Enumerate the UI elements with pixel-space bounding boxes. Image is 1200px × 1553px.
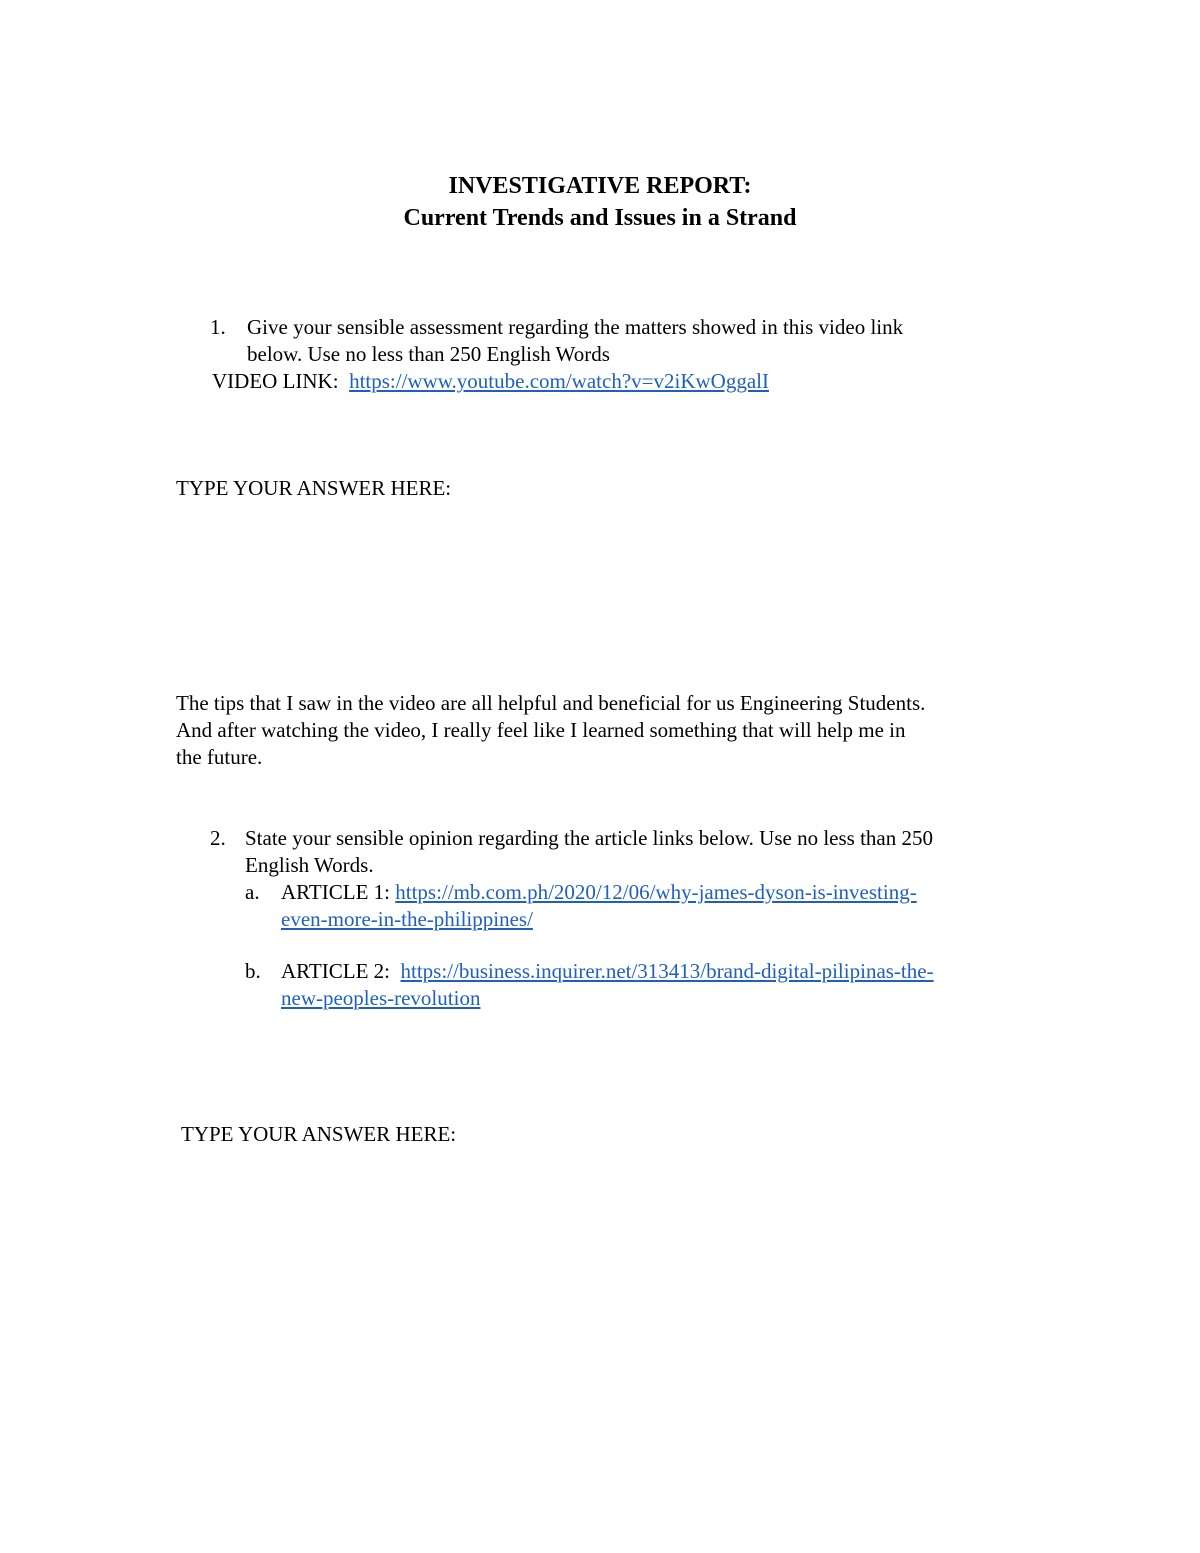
article-b-marker: b. bbox=[245, 959, 261, 983]
article-b-link[interactable]: https://business.inquirer.net/313413/brand-digital-pilipinas-the- bbox=[400, 959, 934, 983]
question-1-number: 1. bbox=[210, 315, 226, 339]
video-link-line bbox=[212, 368, 769, 395]
article-a-label: ARTICLE 1: bbox=[281, 880, 390, 904]
article-a-marker: a. bbox=[245, 880, 260, 904]
question-2-number: 2. bbox=[210, 826, 226, 850]
report-title: INVESTIGATIVE REPORT: bbox=[448, 173, 752, 199]
article-b-link-continued[interactable]: new-peoples-revolution bbox=[281, 986, 481, 1010]
answer-2-prompt: TYPE YOUR ANSWER HERE: bbox=[181, 1122, 457, 1146]
article-a-link[interactable]: https://mb.com.ph/2020/12/06/why-james-dyson-is-investing- bbox=[395, 880, 917, 904]
article-b-line2 bbox=[281, 985, 480, 1012]
question-2-text-line2: English Words. bbox=[245, 853, 374, 877]
answer-2-body[interactable] bbox=[176, 1160, 1026, 1460]
answer-1-line2: And after watching the video, I really feel like I learned something that will help me in bbox=[176, 718, 906, 742]
article-b-line1 bbox=[281, 958, 934, 985]
article-a-link-continued[interactable]: even-more-in-the-philippines/ bbox=[281, 907, 533, 931]
answer-1-prompt: TYPE YOUR ANSWER HERE: bbox=[176, 476, 452, 500]
article-a-line2 bbox=[281, 906, 533, 933]
article-a-line1 bbox=[281, 879, 917, 906]
video-link-label: VIDEO LINK: bbox=[212, 369, 339, 393]
question-1-text-line1: Give your sensible assessment regarding the matters showed in this video link bbox=[247, 315, 904, 339]
report-subtitle: Current Trends and Issues in a Strand bbox=[403, 205, 797, 231]
question-2-text-line1: State your sensible opinion regarding the article links below. Use no less than 250 bbox=[245, 826, 933, 850]
article-b-label: ARTICLE 2: bbox=[281, 959, 390, 983]
question-1-text-line2: below. Use no less than 250 English Words bbox=[247, 342, 610, 366]
video-link[interactable]: https://www.youtube.com/watch?v=v2iKwOggalI bbox=[349, 369, 769, 393]
answer-1-line3: the future. bbox=[176, 745, 263, 769]
answer-1-line1: The tips that I saw in the video are all helpful and beneficial for us Engineering Students. bbox=[176, 691, 926, 715]
